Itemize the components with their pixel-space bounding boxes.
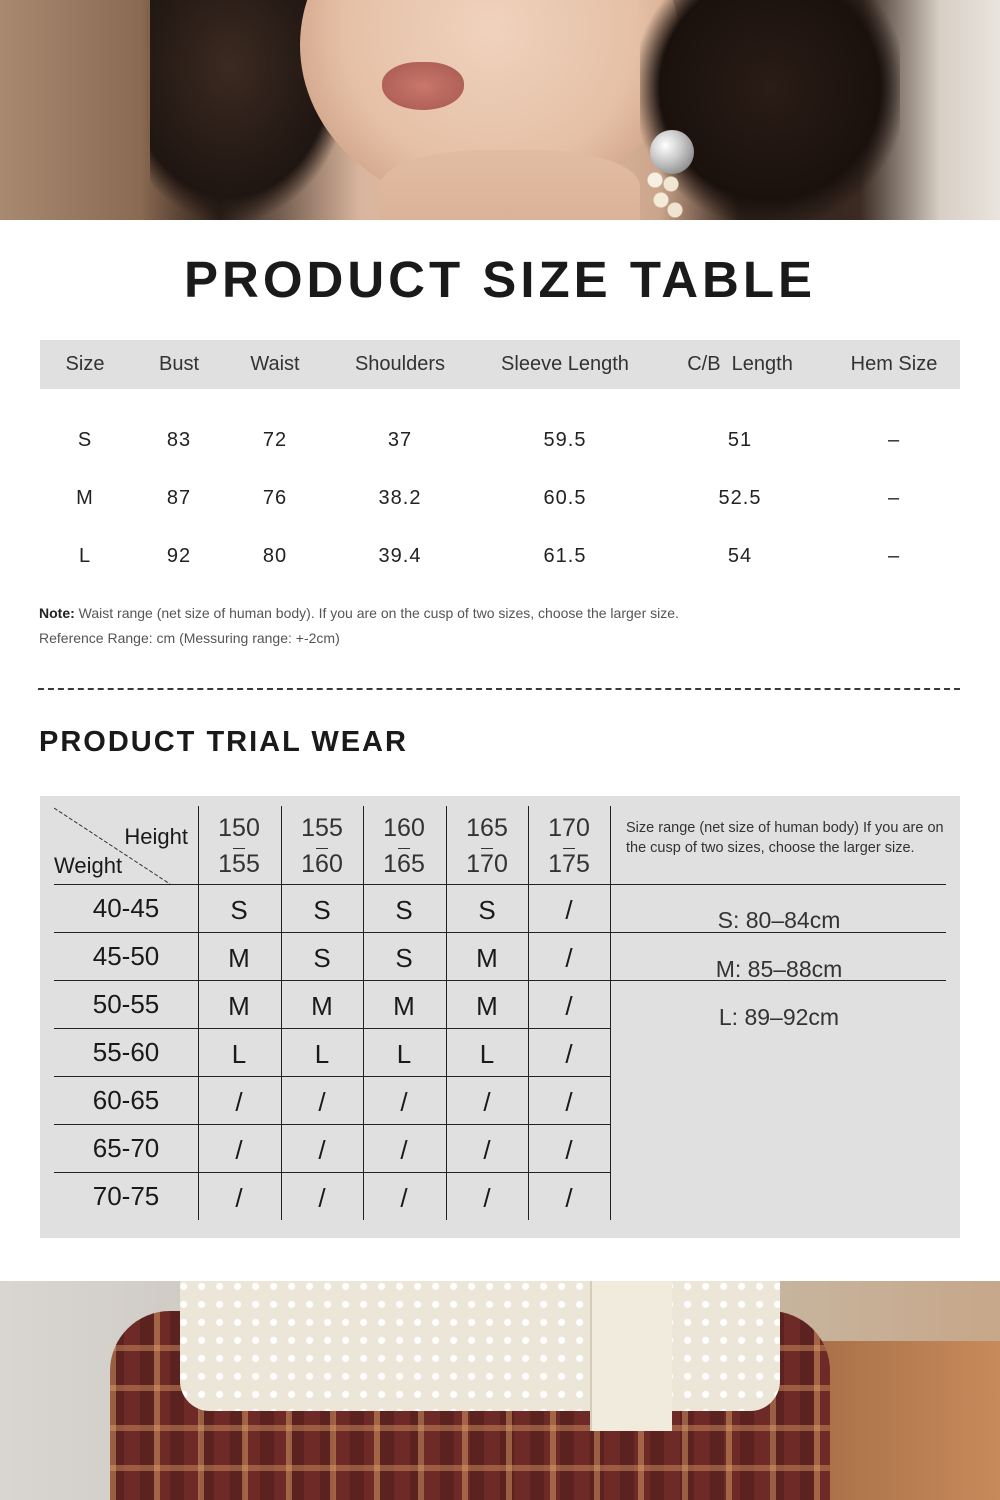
- weight-row-label: 65-70: [92, 1133, 160, 1163]
- weight-row-label: 70-75: [92, 1181, 160, 1211]
- table-cell: 51: [727, 428, 753, 451]
- height-column-header: [198, 806, 280, 884]
- size-cell: /: [235, 1183, 243, 1213]
- size-cell: /: [565, 1135, 573, 1165]
- lace-top-image: [180, 1281, 780, 1411]
- trial-wear-table: [40, 796, 960, 1238]
- grid-line: [198, 806, 199, 1220]
- size-cell: /: [565, 1039, 573, 1069]
- size-cell: S: [313, 895, 331, 925]
- size-cell: /: [318, 1135, 326, 1165]
- size-cell: /: [483, 1183, 491, 1213]
- header-cell: Shoulders: [354, 353, 446, 375]
- weight-row-label: 60-65: [92, 1085, 160, 1115]
- size-cell: /: [565, 895, 573, 925]
- size-cell: /: [400, 1183, 408, 1213]
- model-outfit-photo: [0, 1281, 1000, 1500]
- table-row: [40, 527, 960, 585]
- header-cell: Waist: [250, 353, 300, 375]
- height-column-header: [528, 806, 610, 884]
- weight-row-label: 45-50: [92, 941, 160, 971]
- table-cell: 54: [727, 544, 753, 567]
- table-cell: 80: [262, 544, 288, 567]
- size-table-title: PRODUCT SIZE TABLE: [183, 251, 817, 308]
- grid-line: [528, 806, 529, 1220]
- reference-range-note: Reference Range: cm (Messuring range: +-2cm): [39, 630, 340, 646]
- weight-row-label: 55-60: [92, 1037, 160, 1067]
- size-cell: S: [395, 895, 413, 925]
- weight-row-label: 40-45: [92, 893, 160, 923]
- table-cell: 52.5: [718, 486, 762, 509]
- table-cell: L: [78, 544, 92, 567]
- size-cell: S: [230, 895, 248, 925]
- table-cell: 87: [166, 486, 192, 509]
- size-cell: /: [565, 1087, 573, 1117]
- height-from: 170: [548, 814, 590, 842]
- grid-line: [363, 806, 364, 1220]
- grid-line: [610, 806, 611, 1220]
- note-label: Note:: [39, 605, 75, 621]
- grid-line: [54, 932, 946, 933]
- size-cell: /: [235, 1087, 243, 1117]
- table-cell: S: [77, 428, 93, 451]
- height-from: 155: [301, 814, 343, 842]
- size-cell: /: [318, 1183, 326, 1213]
- size-cell: M: [476, 943, 498, 973]
- weight-axis-label: Weight: [54, 853, 123, 878]
- size-cell: /: [565, 1183, 573, 1213]
- height-to: 155: [218, 850, 260, 878]
- table-cell: 76: [262, 486, 288, 509]
- size-cell: /: [400, 1135, 408, 1165]
- table-row: [40, 469, 960, 527]
- height-to: 175: [548, 850, 590, 878]
- table-cell: 60.5: [543, 486, 587, 509]
- table-row: [40, 411, 960, 469]
- height-to: 165: [383, 850, 425, 878]
- table-cell: M: [76, 486, 94, 509]
- height-column-header: [446, 806, 528, 884]
- grid-line: [281, 806, 282, 1220]
- table-cell: 38.2: [378, 486, 422, 509]
- grid-line: [54, 884, 946, 885]
- size-cell: /: [235, 1135, 243, 1165]
- table-cell: 72: [262, 428, 288, 451]
- earring-image: [650, 130, 694, 174]
- size-cell: /: [565, 943, 573, 973]
- height-column-header: [281, 806, 363, 884]
- grid-line: [54, 1028, 610, 1029]
- size-range-s: S: 80–84cm: [717, 907, 841, 933]
- size-cell: /: [565, 991, 573, 1021]
- height-axis-label: Height: [124, 824, 188, 849]
- trial-wear-title: PRODUCT TRIAL WEAR: [39, 726, 408, 758]
- table-cell: –: [887, 428, 901, 451]
- size-cell: S: [313, 943, 331, 973]
- height-to: 170: [466, 850, 508, 878]
- size-note: [39, 605, 679, 621]
- size-cell: /: [318, 1087, 326, 1117]
- size-cell: L: [314, 1039, 330, 1069]
- size-cell: S: [478, 895, 496, 925]
- grid-line: [54, 1076, 610, 1077]
- header-cell: Hem Size: [850, 353, 938, 375]
- size-range-m: M: 85–88cm: [715, 956, 843, 982]
- weight-row-label: 50-55: [92, 989, 160, 1019]
- note-text: Waist range (net size of human body). If you are on the cusp of two sizes, choose the larger size.: [74, 605, 679, 621]
- size-cell: L: [231, 1039, 247, 1069]
- size-range-note: Size range (net size of human body) If you are on the cusp of two sizes, choose the larger size.: [626, 820, 944, 856]
- table-cell: 37: [387, 428, 413, 451]
- table-cell: –: [887, 544, 901, 567]
- size-cell: /: [483, 1135, 491, 1165]
- size-cell: M: [228, 943, 250, 973]
- grid-line: [446, 806, 447, 1220]
- size-range-l: L: 89–92cm: [718, 1004, 840, 1030]
- grid-line: [54, 980, 946, 981]
- height-from: 165: [466, 814, 508, 842]
- header-cell: Bust: [158, 353, 200, 375]
- table-cell: 83: [166, 428, 192, 451]
- height-column-header: [363, 806, 445, 884]
- table-cell: 92: [166, 544, 192, 567]
- size-table-header: [40, 340, 960, 389]
- height-to: 160: [301, 850, 343, 878]
- size-cell: M: [311, 991, 333, 1021]
- size-cell: /: [483, 1087, 491, 1117]
- height-from: 160: [383, 814, 425, 842]
- table-cell: 59.5: [543, 428, 587, 451]
- size-cell: L: [479, 1039, 495, 1069]
- size-cell: M: [393, 991, 415, 1021]
- size-table: [40, 340, 960, 585]
- grid-line: [54, 1124, 610, 1125]
- model-face-photo: [0, 0, 1000, 220]
- size-cell: L: [396, 1039, 412, 1069]
- size-cell: M: [476, 991, 498, 1021]
- size-cell: M: [228, 991, 250, 1021]
- size-cell: /: [400, 1087, 408, 1117]
- table-cell: –: [887, 486, 901, 509]
- header-cell: C/B Length: [687, 353, 793, 375]
- corner-header: [54, 806, 198, 884]
- table-cell: 39.4: [378, 544, 422, 567]
- grid-line: [54, 1172, 610, 1173]
- table-cell: 61.5: [543, 544, 587, 567]
- height-from: 150: [218, 814, 260, 842]
- header-cell: Size: [65, 353, 105, 375]
- section-divider: [38, 688, 960, 690]
- size-cell: S: [395, 943, 413, 973]
- header-cell: Sleeve Length: [501, 353, 629, 375]
